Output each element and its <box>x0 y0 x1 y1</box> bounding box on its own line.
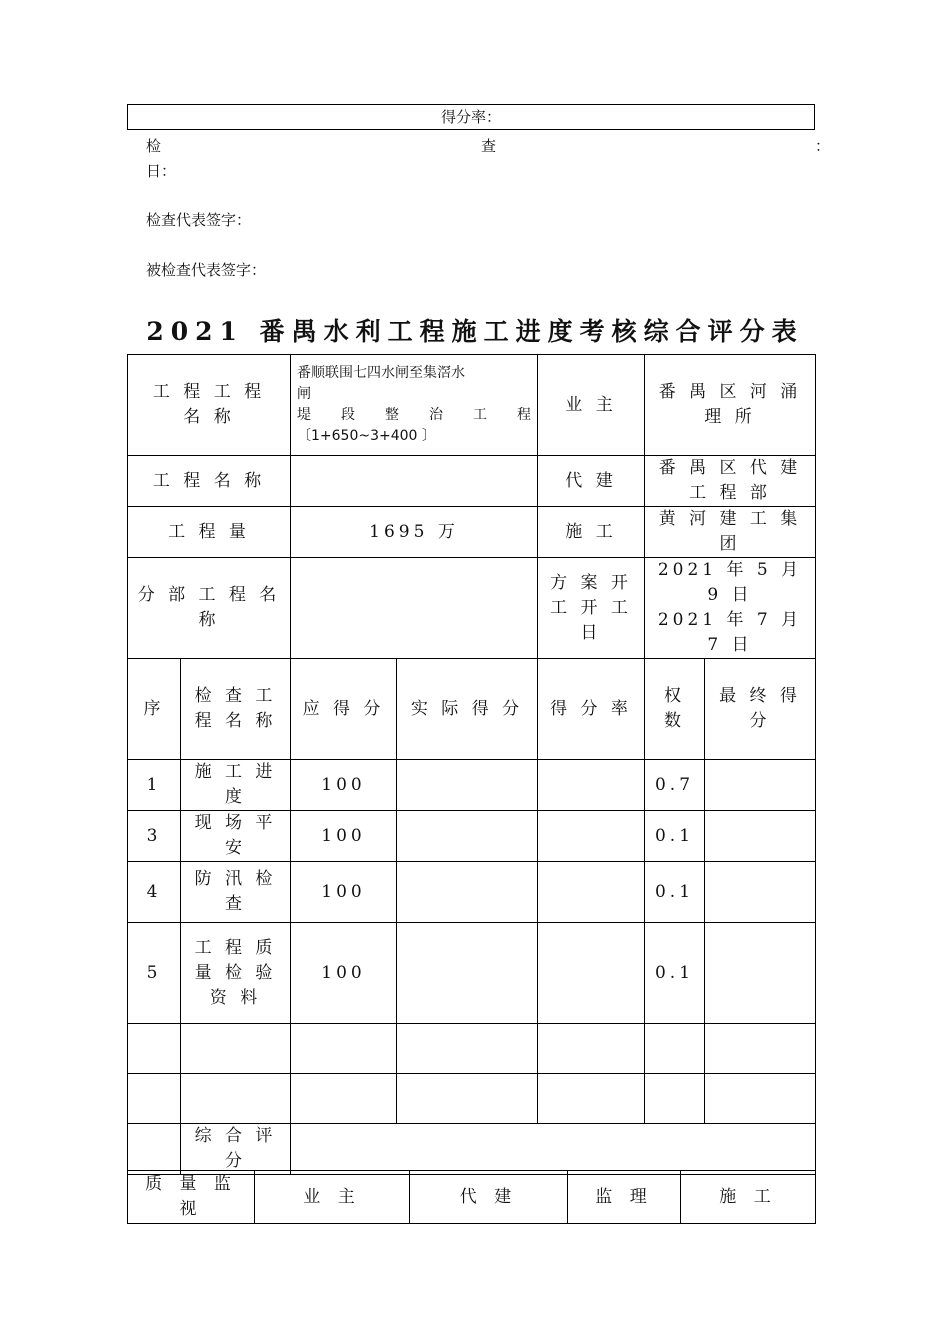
row-rate <box>538 923 645 1024</box>
col-expected-header: 应 得 分 <box>291 659 397 760</box>
row-seq: 1 <box>128 760 181 811</box>
row-seq: 4 <box>128 862 181 923</box>
quantity-label: 工 程 量 <box>128 507 291 558</box>
row-actual <box>397 760 538 811</box>
row-seq: 5 <box>128 923 181 1024</box>
row-actual <box>397 923 538 1024</box>
col-rate-header: 得 分 率 <box>538 659 645 760</box>
quantity-value: 1695 万 <box>291 507 538 558</box>
row-expected: 100 <box>291 811 397 862</box>
project-label-cell: 工 程 工 程 名 称 <box>128 355 291 456</box>
row-rate <box>538 862 645 923</box>
row-expected: 100 <box>291 862 397 923</box>
agent-value: 番 禺 区 代 建 工 程 部 <box>645 456 816 507</box>
row-weight: 0.1 <box>645 811 705 862</box>
row-final <box>705 811 816 862</box>
row-final <box>705 760 816 811</box>
col-weight-header: 权 数 <box>645 659 705 760</box>
row-final <box>705 862 816 923</box>
col-actual-header: 实 际 得 分 <box>397 659 538 760</box>
check-label-1: 检 <box>146 137 162 155</box>
construction-label: 施 工 <box>538 507 645 558</box>
inspected-signature-label: 被检查代表签字： <box>146 261 267 279</box>
row-item: 施 工 进 度 <box>181 760 291 811</box>
table-row <box>128 923 816 1024</box>
page-title: 2021 番禺水利工程施工进度考核综合评分表 <box>146 317 804 346</box>
quality-supervision-label: 质 量 监 视 <box>128 1171 255 1224</box>
sub-project-value <box>291 558 538 659</box>
row-weight: 0.1 <box>645 862 705 923</box>
construction-value: 黄 河 建 工 集 团 <box>645 507 816 558</box>
row-item: 工 程 质 量 检 验 资 料 <box>181 923 291 1024</box>
row-expected: 100 <box>291 923 397 1024</box>
row-rate <box>538 811 645 862</box>
row-weight: 0.1 <box>645 923 705 1024</box>
plan-start-value: 2021 年 5 月 9 日 2021 年 7 月 7 日 <box>645 558 816 659</box>
plan-start-label: 方 案 开 工 开 工 日 <box>538 558 645 659</box>
inspector-signature-label: 检查代表签字： <box>146 211 252 229</box>
table-row-empty <box>128 1074 816 1124</box>
row-item: 现 场 平 安 <box>181 811 291 862</box>
table-row-empty <box>128 1024 816 1074</box>
owner-value: 番 禺 区 河 涌 理 所 <box>645 355 816 456</box>
table-row <box>128 760 816 811</box>
col-final-header: 最 终 得 分 <box>705 659 816 760</box>
construction-signature-label: 施 工 <box>681 1171 816 1224</box>
summary-value <box>291 1124 816 1175</box>
project-name-value <box>291 456 538 507</box>
score-rate-box <box>127 104 815 130</box>
signature-table <box>127 1170 816 1224</box>
row-actual <box>397 811 538 862</box>
check-day-label: 日： <box>146 162 177 180</box>
col-item-header: 检 查 工 程 名 称 <box>181 659 291 760</box>
summary-label: 综 合 评 分 <box>181 1124 291 1175</box>
agent-signature-label: 代 建 <box>410 1171 568 1224</box>
owner-signature-label: 业 主 <box>255 1171 410 1224</box>
check-colon: ： <box>815 137 831 155</box>
row-item: 防 汛 检 查 <box>181 862 291 923</box>
score-rate-label: 得分率： <box>440 108 501 126</box>
sub-project-label: 分 部 工 程 名 称 <box>128 558 291 659</box>
col-seq-header: 序 <box>128 659 181 760</box>
project-name-label: 工 程 名 称 <box>128 456 291 507</box>
supervision-signature-label: 监 理 <box>568 1171 681 1224</box>
row-actual <box>397 862 538 923</box>
project-value-cell: 番顺联围七四水闸至集滘水 闸 堤 段 整 治 工 程 〔1+650~3+400 〕 <box>291 355 538 456</box>
table-row <box>128 811 816 862</box>
row-rate <box>538 760 645 811</box>
owner-label: 业 主 <box>538 355 645 456</box>
agent-label: 代 建 <box>538 456 645 507</box>
table-row <box>128 862 816 923</box>
row-weight: 0.7 <box>645 760 705 811</box>
check-label-2: 查 <box>481 137 497 155</box>
row-final <box>705 923 816 1024</box>
row-seq: 3 <box>128 811 181 862</box>
row-expected: 100 <box>291 760 397 811</box>
evaluation-table <box>127 354 816 1175</box>
